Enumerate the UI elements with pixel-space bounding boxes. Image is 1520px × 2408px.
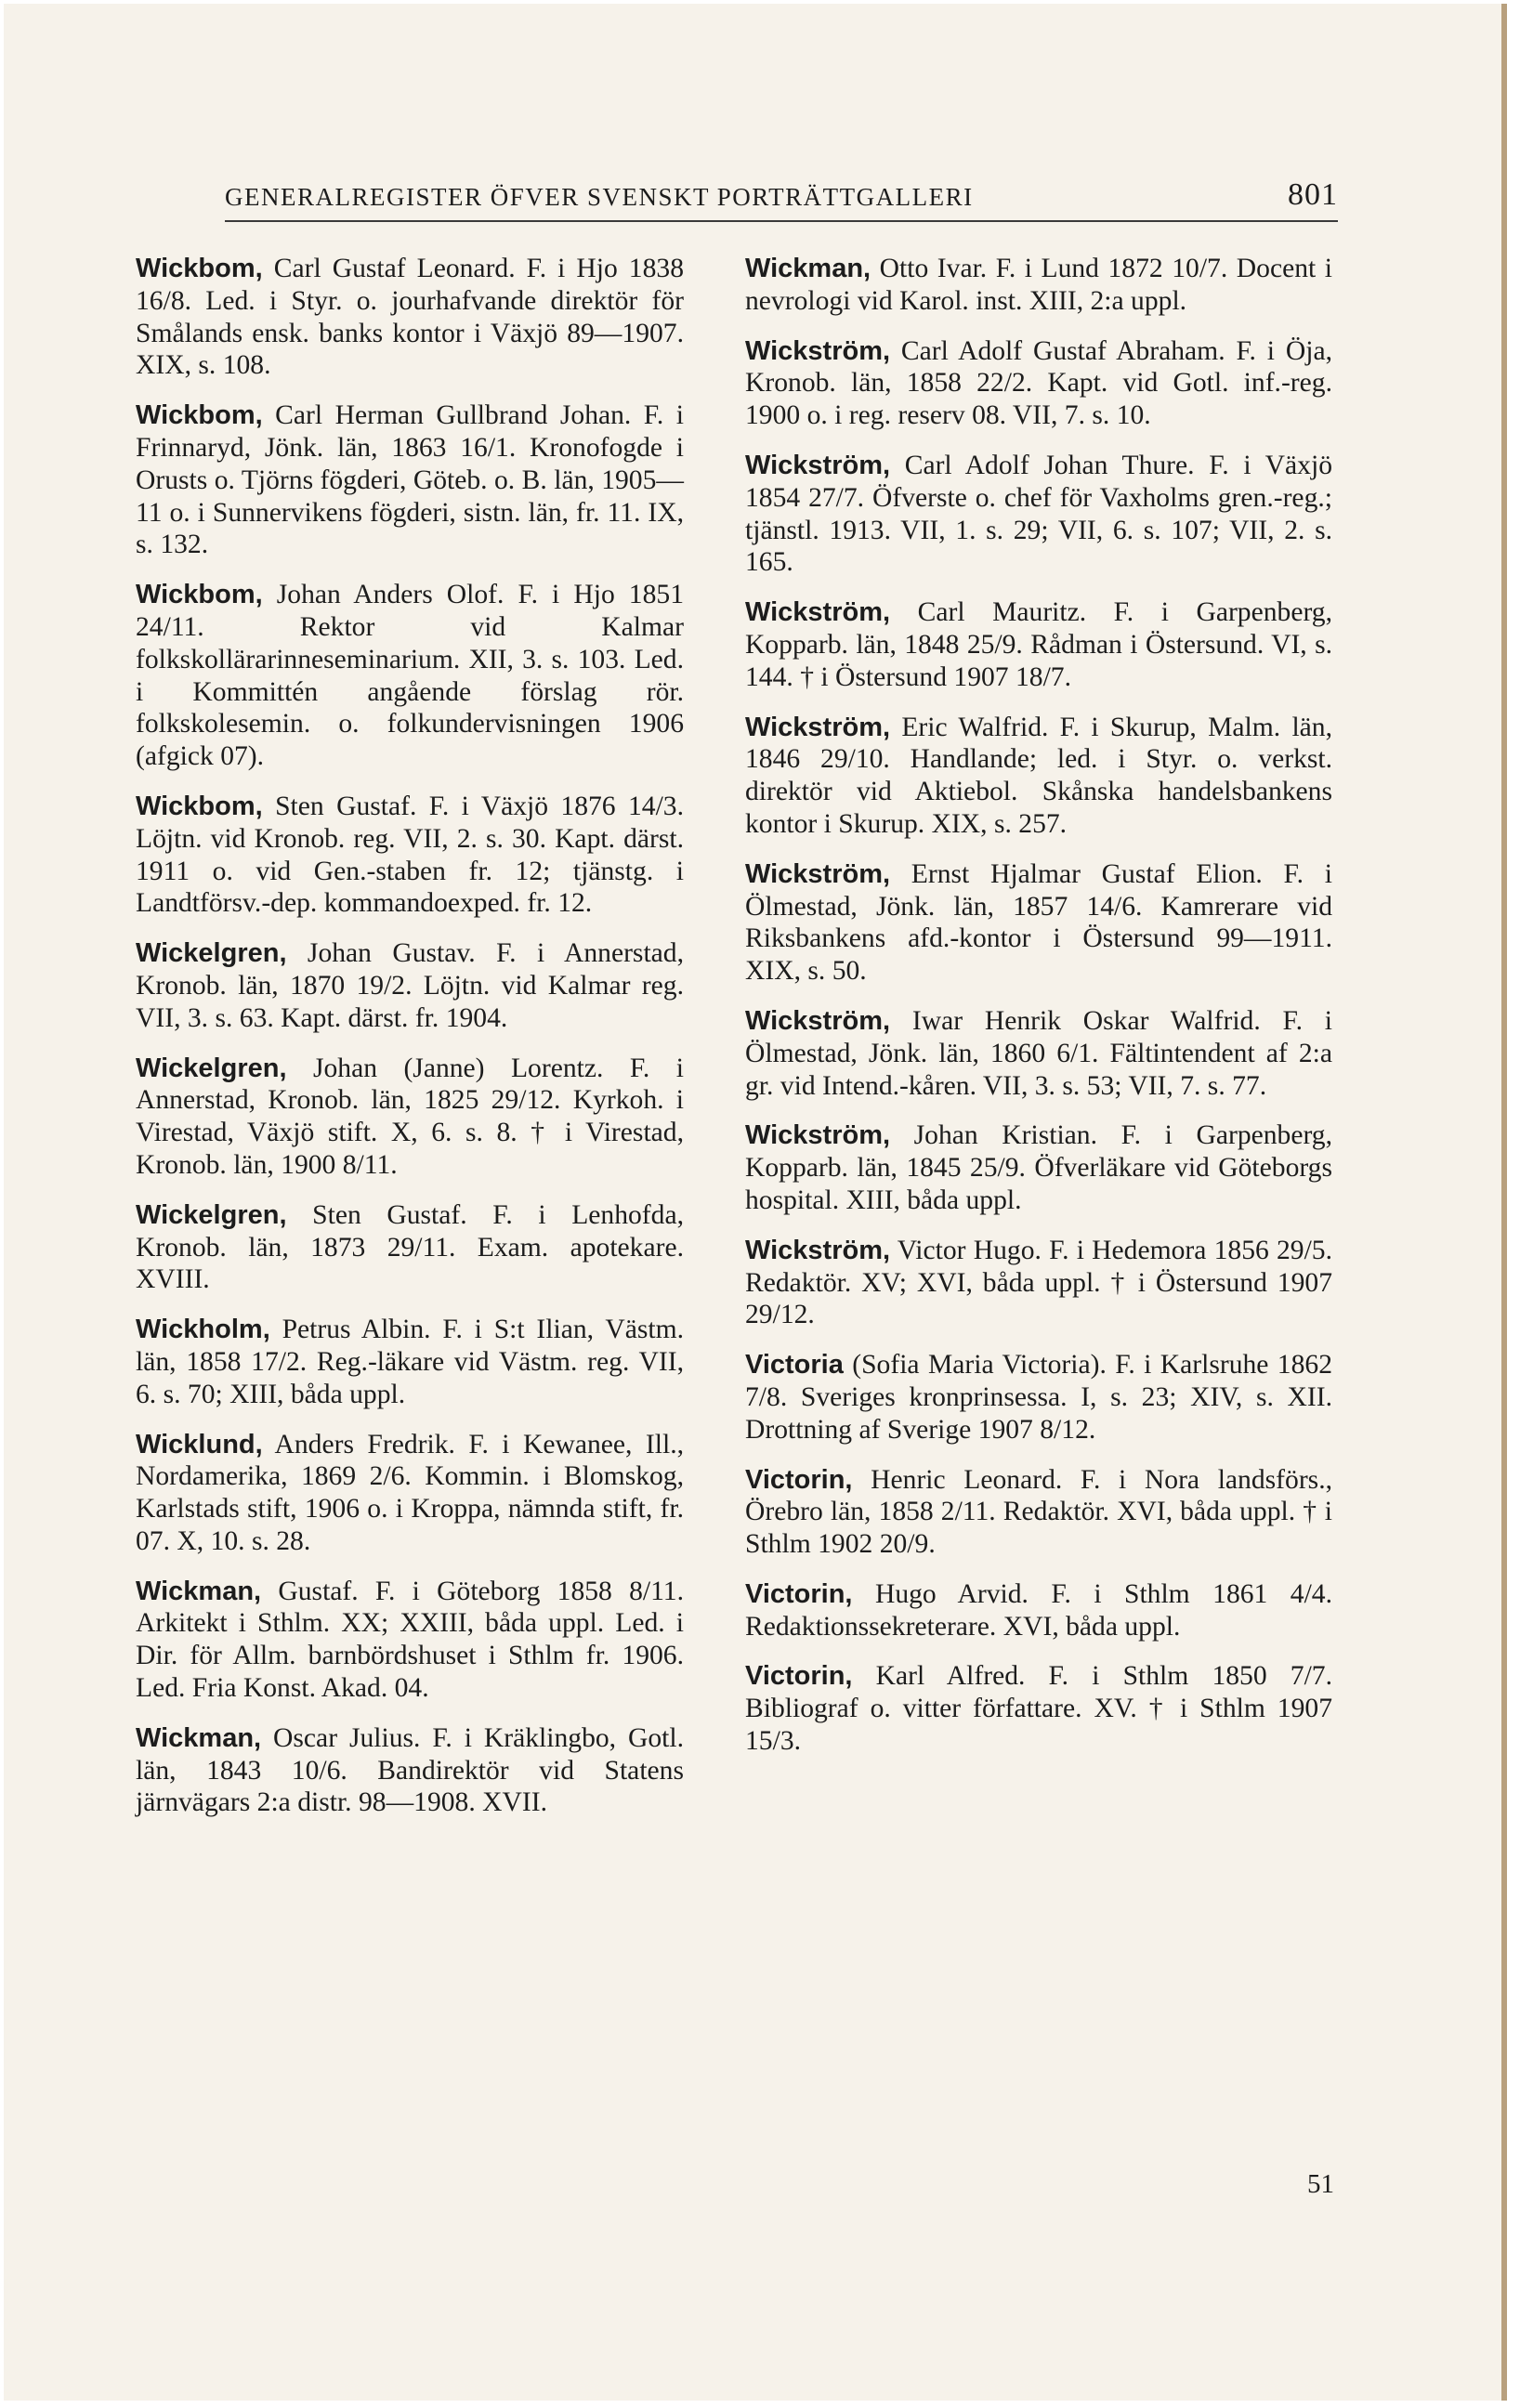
entry-text: Carl Gustaf Leonard. F. i Hjo 1838 16/8. Led. i Styr. o. jourhafvande direktör för Smålands ensk. banks kontor i Växjö 89—1907. XIX, s. 108. <box>136 254 684 381</box>
entry-text: Otto Ivar. F. i Lund 1872 10/7. Docent i nevrologi vid Karol. inst. XIII, 2:a uppl. <box>745 254 1332 316</box>
entry-text: Sten Gustaf. F. i Lenhofda, Kronob. län, 1873 29/11. Exam. apotekare. XVIII. <box>136 1199 684 1295</box>
entry-text: Johan Gustav. F. i Annerstad, Kronob. län, 1870 19/2. Löjtn. vid Kalmar reg. VII, 3. s. 63. Kapt. därst. fr. 1904. <box>136 938 684 1033</box>
register-entry <box>745 1235 1332 1331</box>
right-column <box>745 253 1332 1775</box>
entry-text: (Sofia Maria Victoria). F. i Karlsruhe 1862 7/8. Sveriges kronprinsessa. I, s. 23; XIV, s. XII. Drottning af Sverige 1907 8/12. <box>745 1350 1332 1445</box>
left-column <box>136 253 684 1837</box>
register-entry <box>136 253 684 382</box>
register-entry <box>136 579 684 773</box>
entry-text: Hugo Arvid. F. i Sthlm 1861 4/4. Redaktionssekreterare. XVI, båda uppl. <box>745 1578 1332 1642</box>
register-entry <box>745 335 1332 432</box>
register-entry <box>136 1722 684 1819</box>
entry-name: Wickström, <box>745 335 891 366</box>
entry-name: Wickström, <box>745 1005 891 1036</box>
entry-name: Wickström, <box>745 1120 891 1151</box>
entry-name: Wickelgren, <box>136 938 287 969</box>
entry-text: Oscar Julius. F. i Kräklingbo, Gotl. län, 1843 10/6. Bandirektör vid Statens järnvägars 2:a distr. 98—1908. XVII. <box>136 1722 684 1818</box>
entry-name: Wickbom, <box>136 791 263 821</box>
entry-text: Sten Gustaf. F. i Växjö 1876 14/3. Löjtn. vid Kronob. reg. VII, 2. s. 30. Kapt. därst. 1911 o. vid Gen.-staben fr. 12; tjänstg. i Landtförsv.-dep. kommandoexped. fr. 12. <box>136 791 684 919</box>
register-entry <box>136 1199 684 1296</box>
entry-text: Karl Alfred. F. i Sthlm 1850 7/7. Bibliograf o. vitter författare. XV. † i Sthlm 1907 15/3. <box>745 1661 1332 1757</box>
entry-name: Wickström, <box>745 858 891 889</box>
entry-name: Wickelgren, <box>136 1199 287 1230</box>
register-entry <box>745 1660 1332 1757</box>
entry-text: Henric Leonard. F. i Nora landsförs., Örebro län, 1858 2/11. Redaktör. XVI, båda uppl. † i Sthlm 1902 20/9. <box>745 1464 1332 1560</box>
entry-name: Victorin, <box>745 1578 853 1609</box>
entry-text: Johan Anders Olof. F. i Hjo 1851 24/11. Rektor vid Kalmar folkskollärarinneseminarium. XII, 3. s. 103. Led. i Kommittén angående förslag rör. folkskolesemin. o. folkundervisningen 1906 (afgick 07). <box>136 580 684 772</box>
register-entry <box>745 1119 1332 1216</box>
entry-text: Johan Kristian. F. i Garpenberg, Kopparb. län, 1845 25/9. Öfverläkare vid Göteborgs hospital. XIII, båda uppl. <box>745 1120 1332 1215</box>
register-entry <box>745 712 1332 841</box>
entry-text: Iwar Henrik Oskar Walfrid. F. i Ölmestad, Jönk. län, 1860 6/1. Fältintendent af 2:a gr. vid Intend.-kåren. VII, 3. s. 53; VII, 7. s. 77. <box>745 1005 1332 1101</box>
signature-mark: 51 <box>1307 2169 1334 2199</box>
entry-name: Wickström, <box>745 597 891 628</box>
entry-text: Gustaf. F. i Göteborg 1858 8/11. Arkitekt i Sthlm. XX; XXIII, båda uppl. Led. i Dir. för Allm. barnbördshuset i Sthlm fr. 1906. Led. Fria Konst. Akad. 04. <box>136 1576 684 1704</box>
register-entry <box>136 1314 684 1410</box>
entry-name: Wickelgren, <box>136 1053 287 1083</box>
entry-name: Wickbom, <box>136 580 263 610</box>
register-entry <box>745 450 1332 579</box>
entry-text: Ernst Hjalmar Gustaf Elion. F. i Ölmestad, Jönk. län, 1857 14/6. Kamrerare vid Riksbankens afd.-kontor i Östersund 99—1911. XIX, s. 50. <box>745 858 1332 987</box>
register-entry <box>745 1464 1332 1561</box>
entry-name: Wickström, <box>745 450 891 480</box>
register-entry <box>745 858 1332 988</box>
entry-name: Wicklund, <box>136 1429 263 1459</box>
entry-name: Wickström, <box>745 1235 891 1265</box>
entry-name: Wickbom, <box>136 254 263 283</box>
entry-text: Eric Walfrid. F. i Skurup, Malm. län, 1846 29/10. Handlande; led. i Styr. o. verkst. direktör vid Aktiebol. Skånska handelsbankens kontor i Skurup. XIX, s. 257. <box>745 712 1332 839</box>
entry-name: Wickman, <box>136 1576 262 1606</box>
register-entry <box>745 1005 1332 1102</box>
entry-text: Carl Mauritz. F. i Garpenberg, Kopparb. län, 1848 25/9. Rådman i Östersund. VI, s. 144. † i Östersund 1907 18/7. <box>745 597 1332 692</box>
running-title: GENERALREGISTER ÖFVER SVENSKT PORTRÄTTGALLERI <box>225 183 974 211</box>
register-entry <box>745 1578 1332 1643</box>
entry-text: Victor Hugo. F. i Hedemora 1856 29/5. Redaktör. XV; XVI, båda uppl. † i Östersund 1907 29/12. <box>745 1235 1332 1330</box>
entry-name: Victoria <box>745 1350 844 1381</box>
register-entry <box>136 791 684 920</box>
entry-text: Anders Fredrik. F. i Kewanee, Ill., Nordamerika, 1869 2/6. Kommin. i Blomskog, Karlstads stift, 1906 o. i Kroppa, nämnda stift, fr. 07. X, 10. s. 28. <box>136 1429 684 1556</box>
register-entry <box>136 1053 684 1182</box>
entry-text: Petrus Albin. F. i S:t Ilian, Västm. län, 1858 17/2. Reg.-läkare vid Västm. reg. VII, 6. s. 70; XIII, båda uppl. <box>136 1315 684 1409</box>
register-entry <box>745 1349 1332 1446</box>
entry-name: Victorin, <box>745 1661 853 1692</box>
register-entry <box>136 399 684 561</box>
entry-name: Wickström, <box>745 712 891 742</box>
entry-name: Wickman, <box>745 254 871 283</box>
entry-name: Victorin, <box>745 1464 853 1495</box>
entry-name: Wickman, <box>136 1722 262 1753</box>
entry-name: Wickholm, <box>136 1315 270 1345</box>
entry-text: Johan (Janne) Lorentz. F. i Annerstad, Kronob. län, 1825 29/12. Kyrkoh. i Virestad, Växjö stift. X, 6. s. 8. † i Virestad, Kronob. län, 1900 8/11. <box>136 1053 684 1180</box>
page-number: 801 <box>1288 177 1338 212</box>
entry-text: Carl Adolf Gustaf Abraham. F. i Öja, Kronob. län, 1858 22/2. Kapt. vid Gotl. inf.-reg. 1900 o. i reg. reserv 08. VII, 7. s. 10. <box>745 335 1332 431</box>
page-header <box>225 174 1338 222</box>
entry-name: Wickbom, <box>136 400 263 431</box>
register-entry <box>136 1576 684 1705</box>
entry-text: Carl Herman Gullbrand Johan. F. i Frinnaryd, Jönk. län, 1863 16/1. Kronofogde i Orusts o. Tjörns fögderi, Göteb. o. B. län, 1905—11 o. i Sunnervikens fögderi, sistn. län, fr. 11. IX, s. 132. <box>136 400 684 560</box>
register-entry <box>745 253 1332 318</box>
register-entry <box>136 1429 684 1558</box>
entry-text: Carl Adolf Johan Thure. F. i Växjö 1854 27/7. Öfverste o. chef för Vaxholms gren.-reg.; tjänstl. 1913. VII, 1. s. 29; VII, 6. s. 107; VII, 2. s. 165. <box>745 450 1332 578</box>
register-entry <box>745 596 1332 693</box>
register-entry <box>136 937 684 1034</box>
